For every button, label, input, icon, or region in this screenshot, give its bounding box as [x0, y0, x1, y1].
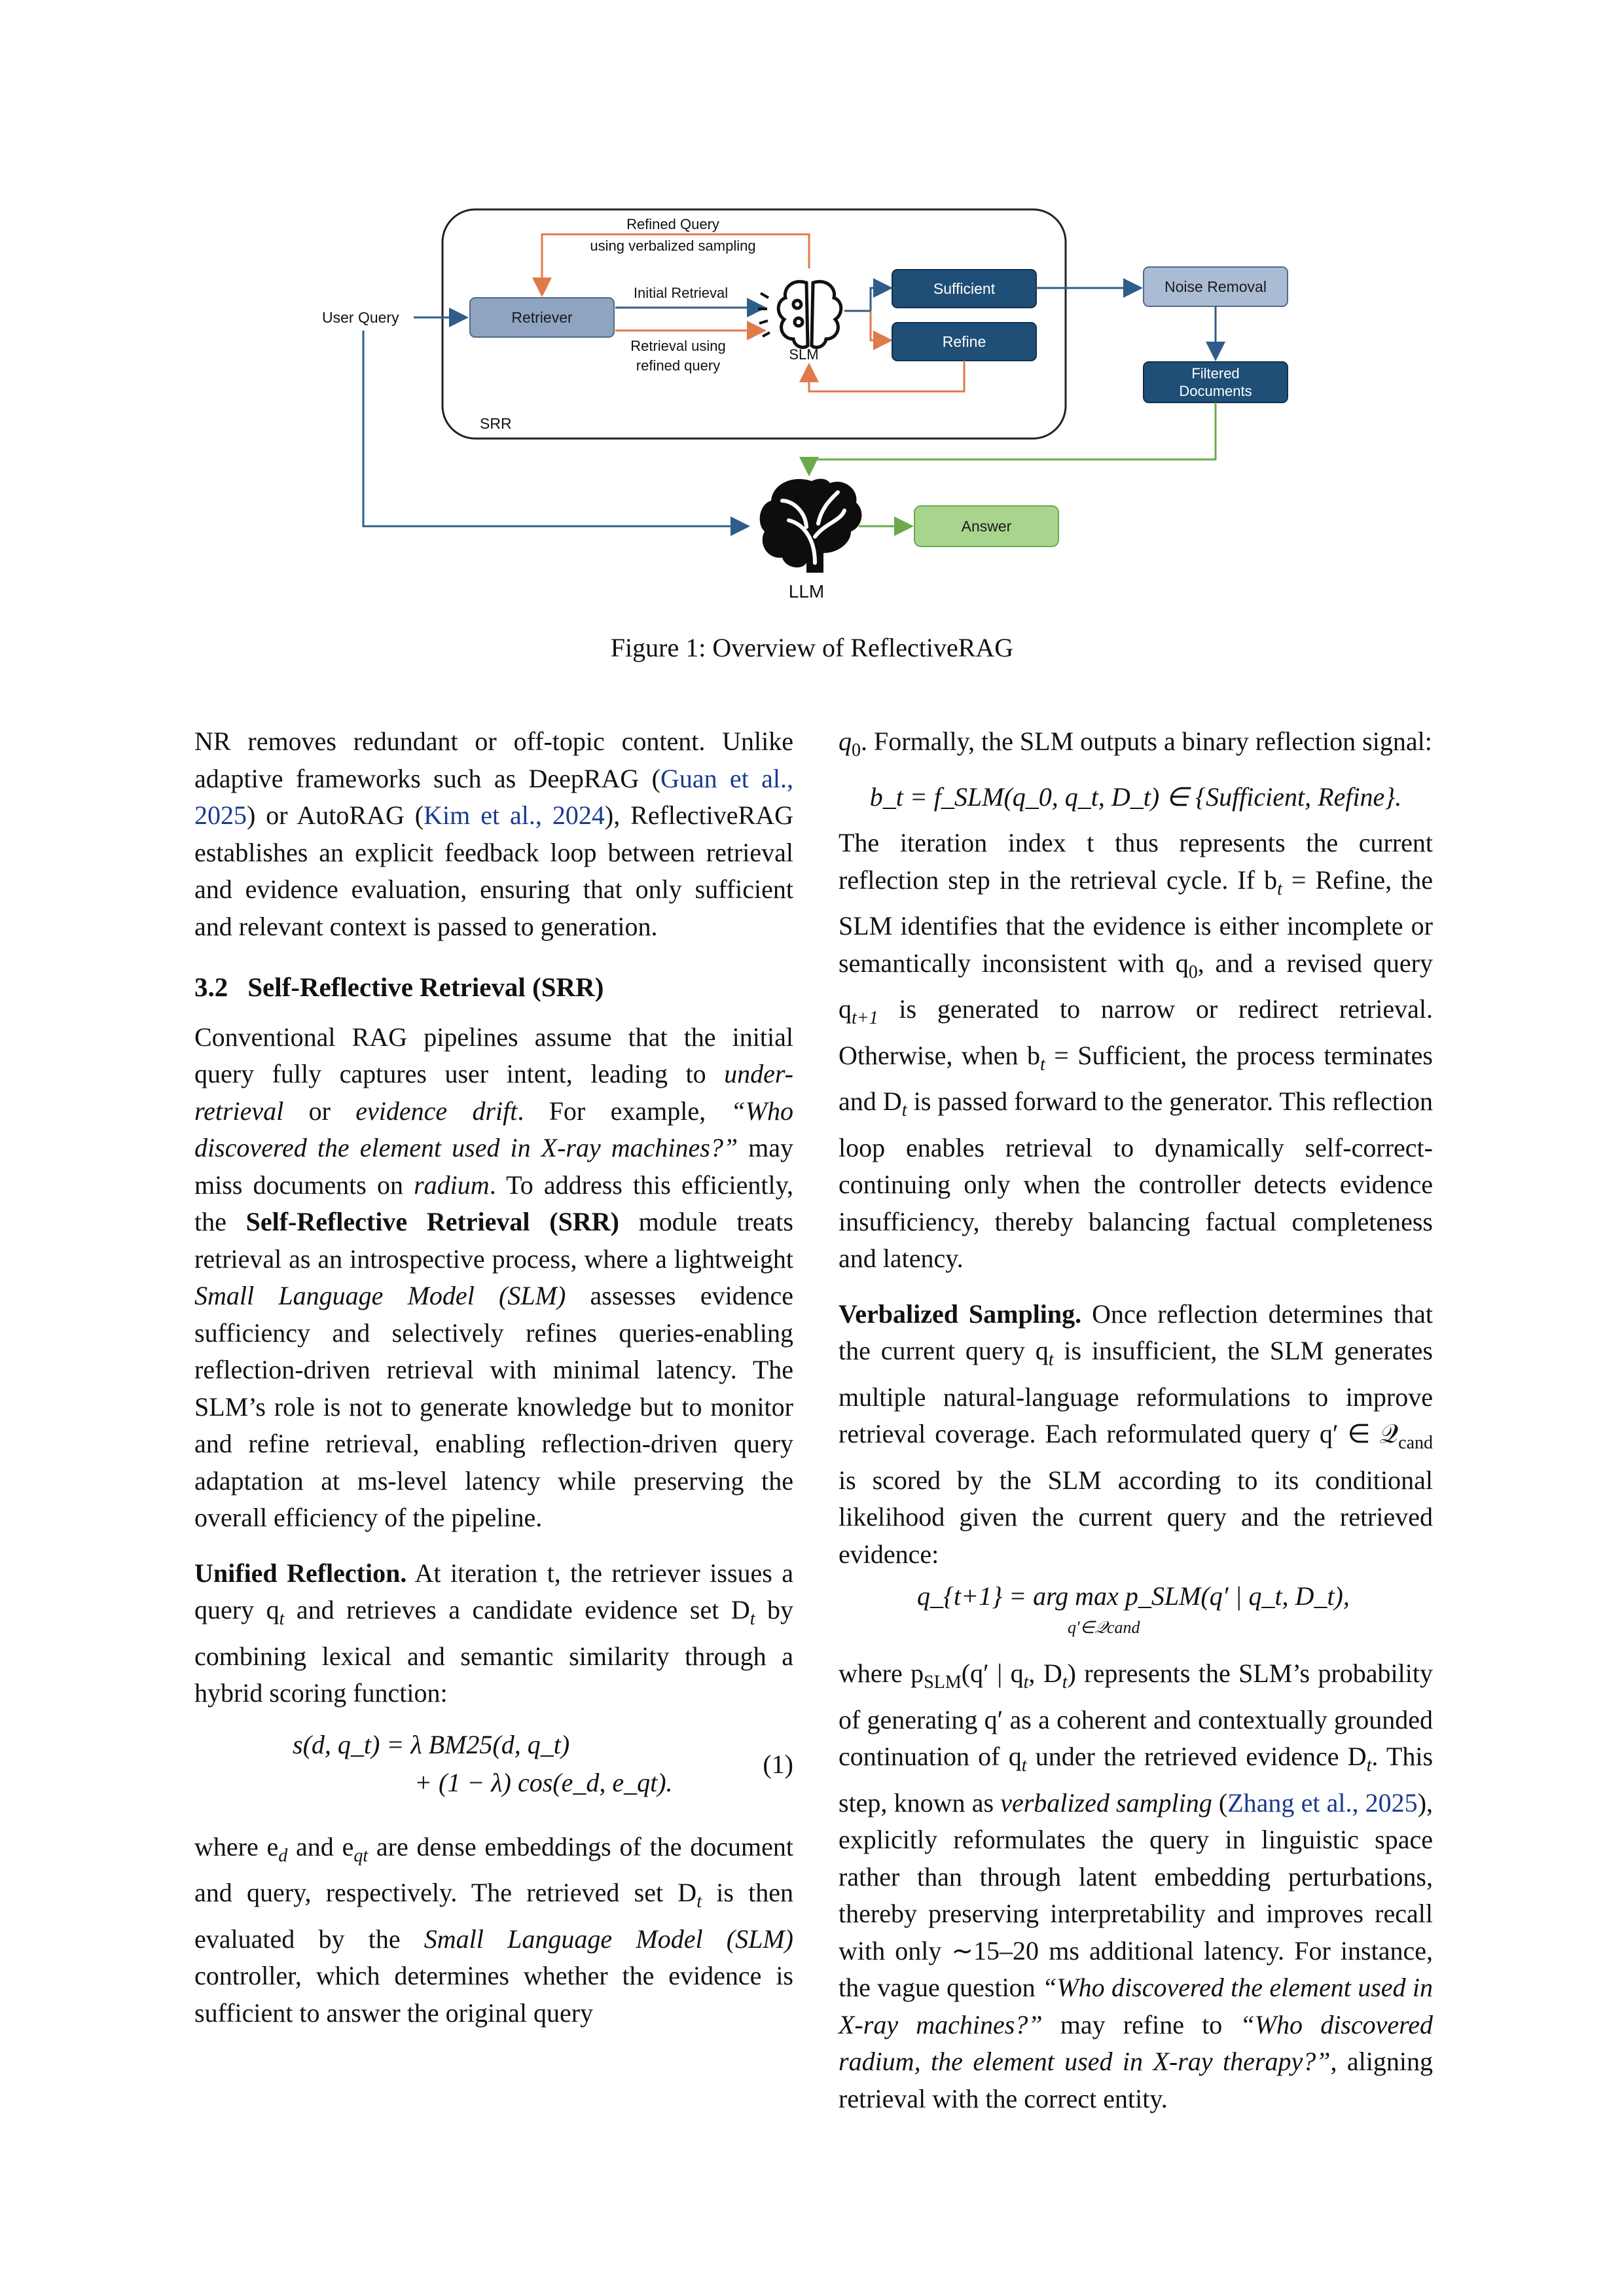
paragraph-srr: Conventional RAG pipelines assume that the initial query fully captures user intent, leading to under-retrieval or evidence drift. For example, “Who discovered the element used in X-ray machines?” may miss documents on radium. To address this efficiently, the Self-Reflective Retrieval (SRR) module treats retrieval as an introspective process, where a lightweight Small Language Model (SLM) assesses evidence sufficiency and selectively refines queries-enabling reflection-driven retrieval with minimal latency. The SLM’s role is not to generate knowledge but to monitor and refine retrieval, enabling reflection-driven query adaptation at ms-level latency while preserving the overall efficiency of the pipeline. [194, 1022, 793, 1532]
slm-brain-icon [778, 281, 841, 348]
noise-removal-label: Noise Removal [1164, 278, 1267, 295]
equation-1: s(d, q_t) = λ BM25(d, q_t) + (1 − λ) cos(e_d, e_qt). (1) [293, 1729, 793, 1797]
retrieval-refined-label-2: refined query [636, 357, 721, 374]
equation-reflection-signal: b_t = f_SLM(q_0, q_t, D_t) ∈ {Sufficient, Refine}. [869, 781, 1402, 812]
initial-retrieval-label: Initial Retrieval [633, 285, 729, 301]
paragraph-verbalized-sampling: Verbalized Sampling. Once reflection determines that the current query $q_t$ is insufficient, the SLM generates multiple natural-language reformulations to improve retrieval coverage. Each reformulated query q′ ∈ 𝒬$_{cand}$ is scored by the SLM according to its conditional likelihood given the current query and the retrieved evidence: [839, 1299, 1434, 1569]
answer-label: Answer [961, 518, 1012, 535]
citation-zhang[interactable]: Zhang et al., 2025 [1227, 1787, 1418, 1818]
refine-label: Refine [942, 333, 986, 350]
srr-label: SRR [480, 415, 512, 432]
right-column [839, 723, 1433, 2117]
slm-label: SLM [789, 346, 819, 363]
equation-argmax: q_{t+1} = arg max p_SLM(q′ | q_t, D_t), q′∈𝒬cand [917, 1581, 1350, 1637]
paragraph-embeddings: where $e_d$ and $e_{qt}$ are dense embeddings of the document and query, respectively. The retrieved set $D_t$ is then evaluated by the Small Language Model (SLM) controller, which determines whether the evidence is sufficient to answer the original query [194, 1831, 794, 2028]
left-column [194, 723, 793, 2032]
refined-query-label-1: Refined Query [626, 216, 719, 232]
paragraph-formal: $q_0$. Formally, the SLM outputs a binary reflection signal: [839, 726, 1432, 761]
equation-number: (1) [763, 1749, 793, 1779]
refined-query-label-2: using verbalized sampling [590, 238, 756, 254]
citation-guan[interactable]: Guan et al., 2025 [194, 763, 793, 830]
paragraph-probability: where $p_{SLM}(q'$ | $q_t$, $D_t$) represents the SLM’s probability of generating q′ as a coherent and contextually grounded continuation of $q_t$ under the retrieved evidence $D_t$. This step, known as verbalized sampling (Zhang et al., 2025), explicitly reformulates the query in linguistic space rather than through latent embedding perturbations, thereby preserving interpretability and improves recall with only ∼15–20 ms additional latency. For instance, the vague question “Who discovered the element used in X-ray machines?” may refine to “Who discovered radium, the element used in X-ray therapy?”, aligning retrieval with the correct entity. [839, 1659, 1434, 2113]
paragraph-intro: NR removes redundant or off-topic content. Unlike adaptive frameworks such as DeepRAG (Guan et al., 2025) or AutoRAG (Kim et al., 2024), ReflectiveRAG establishes an explicit feedback loop between retrieval and evidence evaluation, ensuring that only sufficient and relevant context is passed to generation. [194, 726, 793, 941]
llm-label: LLM [788, 581, 825, 601]
retrieval-refined-label-1: Retrieval using [630, 338, 726, 354]
sufficient-label: Sufficient [933, 280, 996, 297]
llm-brain-icon [760, 479, 862, 573]
citation-kim[interactable]: Kim et al., 2024 [424, 800, 605, 830]
figure-caption: Figure 1: Overview of ReflectiveRAG [610, 633, 1014, 662]
section-heading: 3.2 Self-Reflective Retrieval (SRR) [194, 972, 604, 1002]
user-query-label: User Query [322, 309, 399, 326]
paragraph-iteration: The iteration index t thus represents the current reflection step in the retrieval cycle. If $b_t$ = Refine, the SLM identifies that the evidence is either incomplete or semantically inconsistent with $q_0$, and a revised query $q_{t+1}$ is generated to narrow or redirect retrieval. Otherwise, when $b_t$ = Sufficient, the process terminates and $D_t$ is passed forward to the generator. This reflection loop enables retrieval to dynamically self-correct-continuing only when the controller detects evidence insufficiency, thereby balancing factual completeness and latency. [839, 828, 1434, 1273]
retriever-label: Retriever [511, 309, 573, 326]
filtered-label-2: Documents [1179, 383, 1252, 399]
paragraph-unified-reflection: Unified Reflection. At iteration t, the retriever issues a query $q_t$ and retrieves a candidate evidence set $D_t$ by combining lexical and semantic similarity through a hybrid scoring function: [194, 1558, 793, 1708]
overview-figure [0, 0, 1624, 615]
filtered-label-1: Filtered [1191, 365, 1240, 382]
